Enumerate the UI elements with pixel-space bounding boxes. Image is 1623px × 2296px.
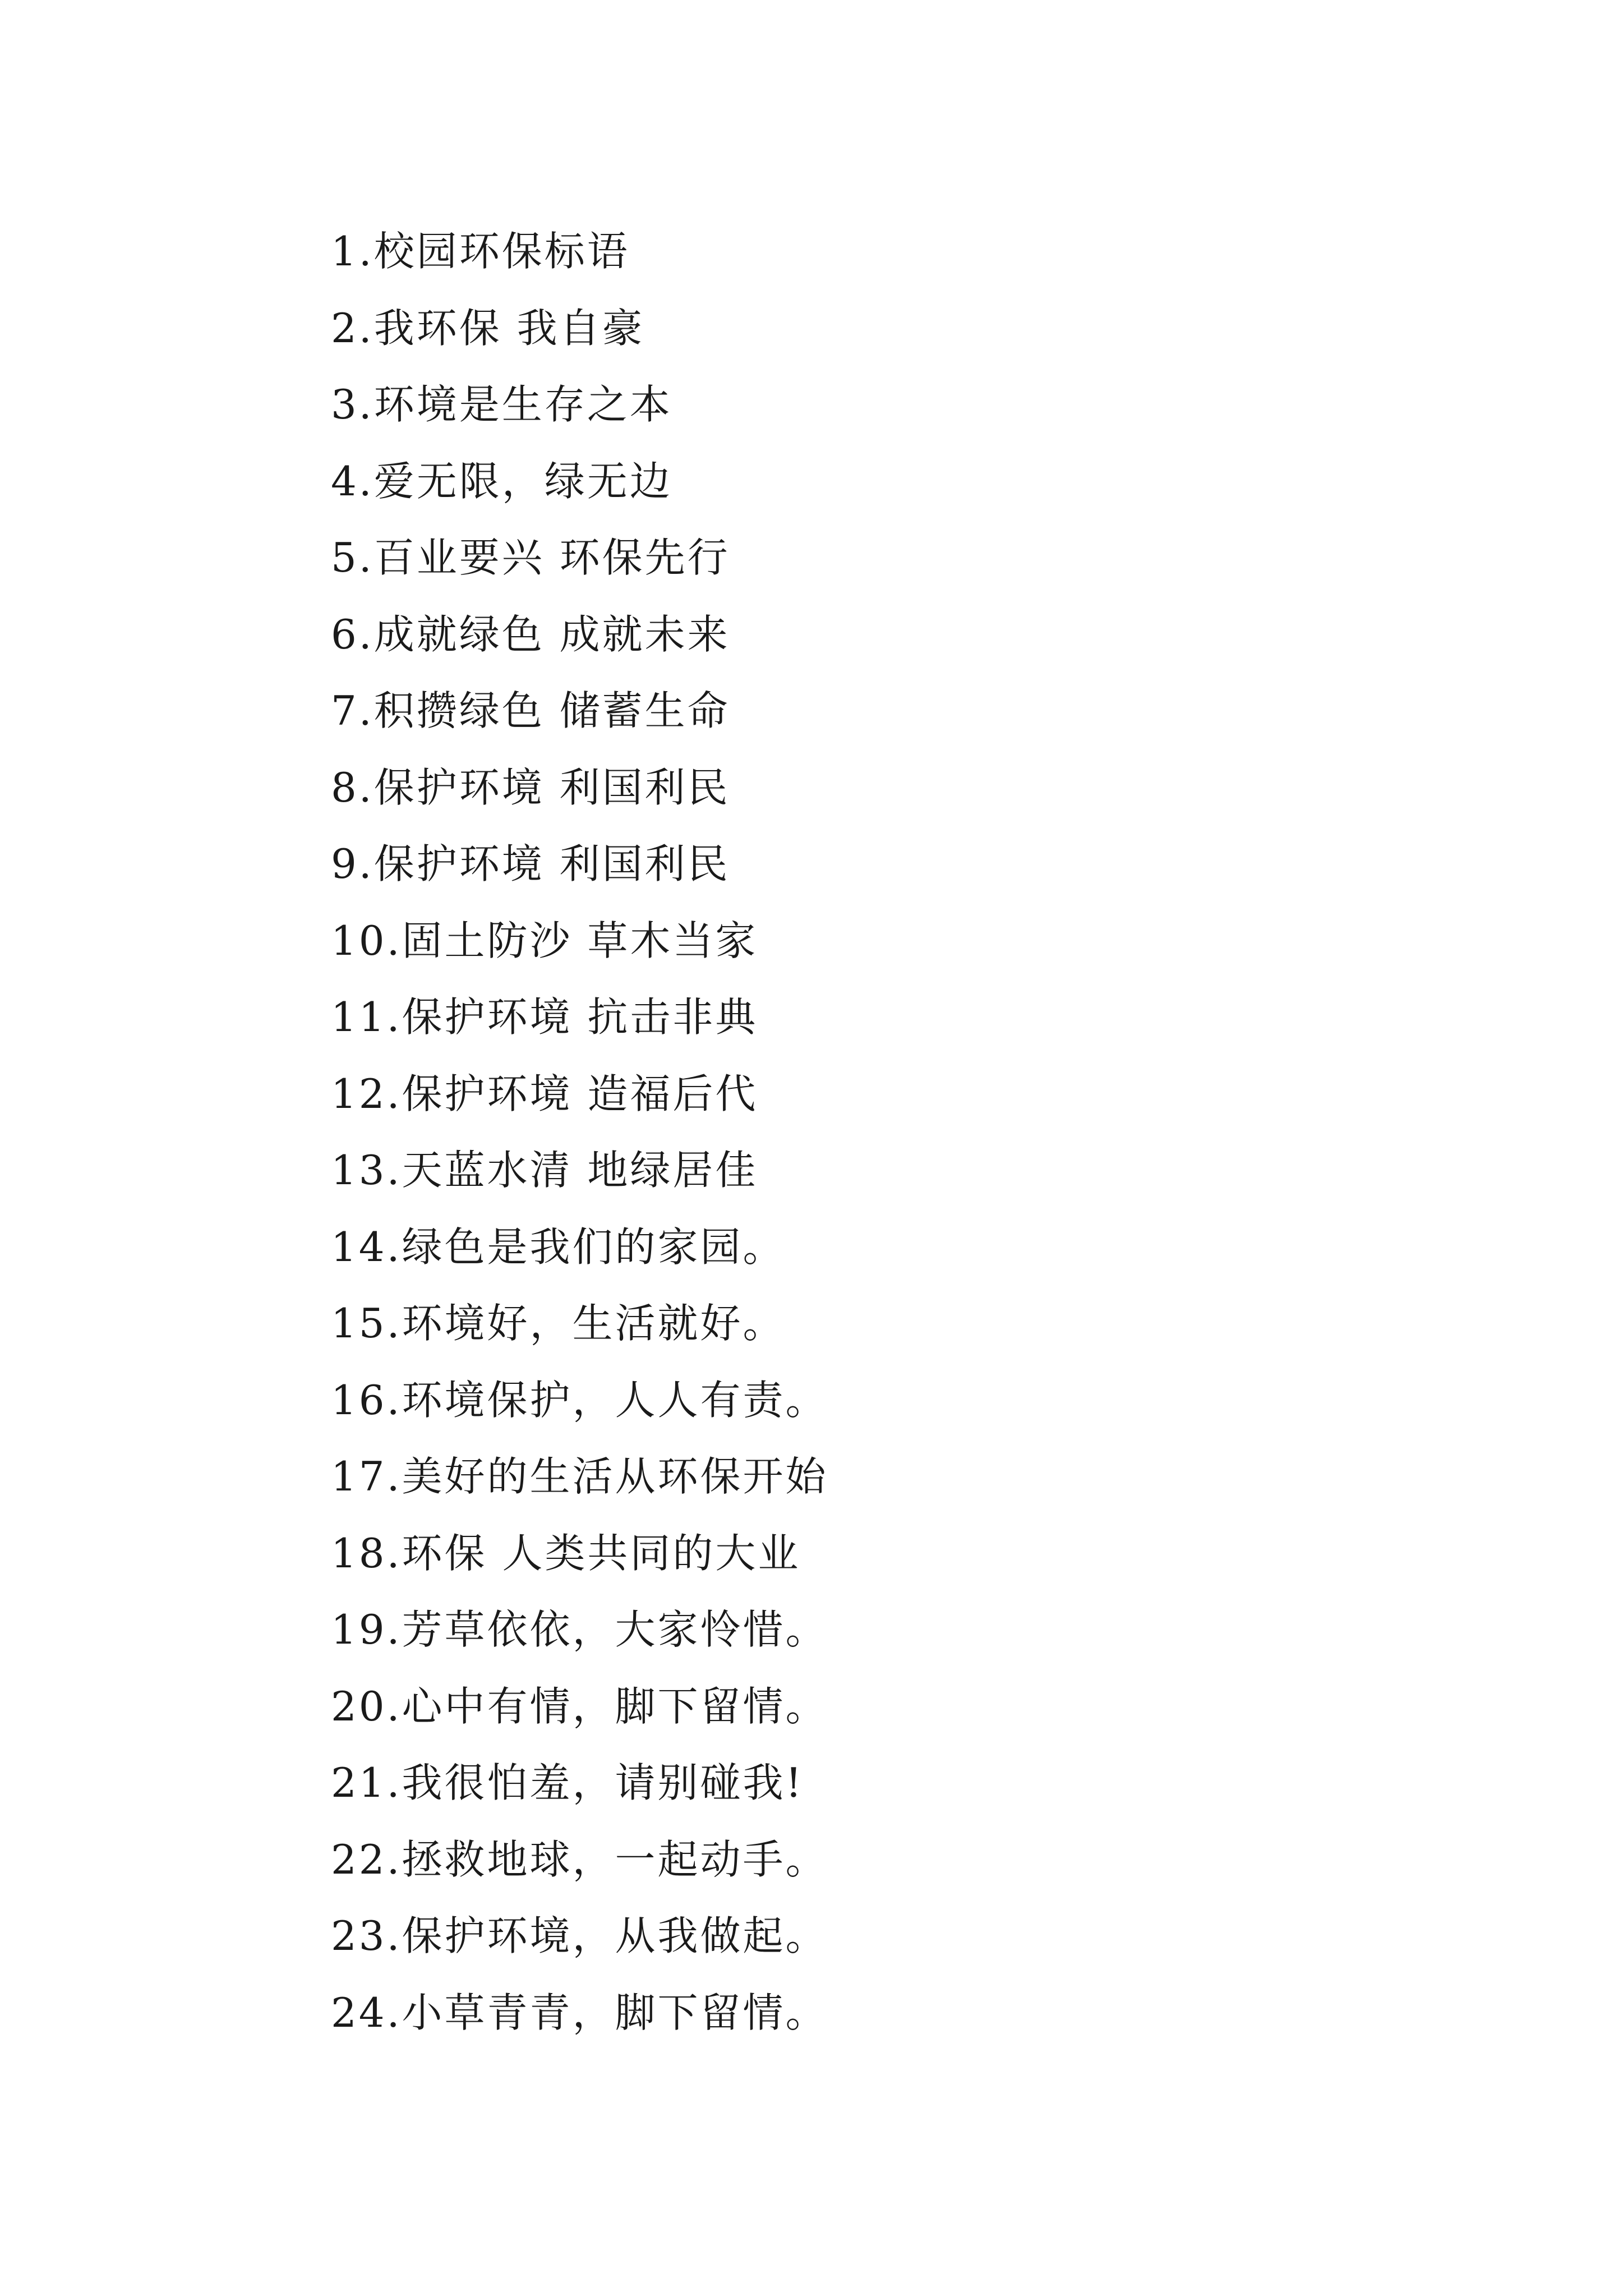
slogan-line: 24.小草青青，脚下留情。 (331, 1989, 828, 2036)
slogan-line: 6.成就绿色 成就未来 (331, 610, 730, 658)
slogan-line: 5.百业要兴 环保先行 (331, 534, 730, 581)
slogan-line: 12.保护环境 造福后代 (331, 1070, 758, 1117)
slogan-line: 7.积攒绿色 储蓄生命 (331, 687, 730, 734)
slogan-line: 19.芳草依依，大家怜惜。 (331, 1606, 828, 1653)
slogan-line: 14.绿色是我们的家园。 (331, 1223, 786, 1271)
slogan-line: 10.固土防沙 草木当家 (331, 917, 758, 964)
slogan-line: 23.保护环境，从我做起。 (331, 1912, 828, 1959)
slogan-line: 9.保护环境 利国利民 (331, 840, 730, 887)
slogan-line: 22.拯救地球，一起动手。 (331, 1835, 828, 1883)
slogan-line: 16.环境保护，人人有责。 (331, 1376, 828, 1424)
slogan-line: 21.我很怕羞，请别碰我! (331, 1759, 804, 1806)
slogan-line: 13.天蓝水清 地绿居佳 (331, 1147, 758, 1194)
slogan-line: 4.爱无限，绿无边 (331, 457, 672, 505)
slogan-line: 11.保护环境 抗击非典 (331, 993, 758, 1041)
slogan-line: 2.我环保 我自豪 (331, 304, 645, 352)
slogan-line: 20.心中有情，脚下留情。 (331, 1682, 828, 1730)
slogan-line: 15.环境好，生活就好。 (331, 1300, 786, 1347)
slogan-list (331, 213, 828, 2051)
slogan-line: 8.保护环境 利国利民 (331, 763, 730, 811)
slogan-line: 3.环境是生存之本 (331, 381, 672, 428)
slogan-line: 18.环保 人类共同的大业 (331, 1529, 801, 1577)
slogan-line: 1.校园环保标语 (331, 228, 630, 275)
slogan-line: 17.美好的生活从环保开始 (331, 1453, 828, 1500)
